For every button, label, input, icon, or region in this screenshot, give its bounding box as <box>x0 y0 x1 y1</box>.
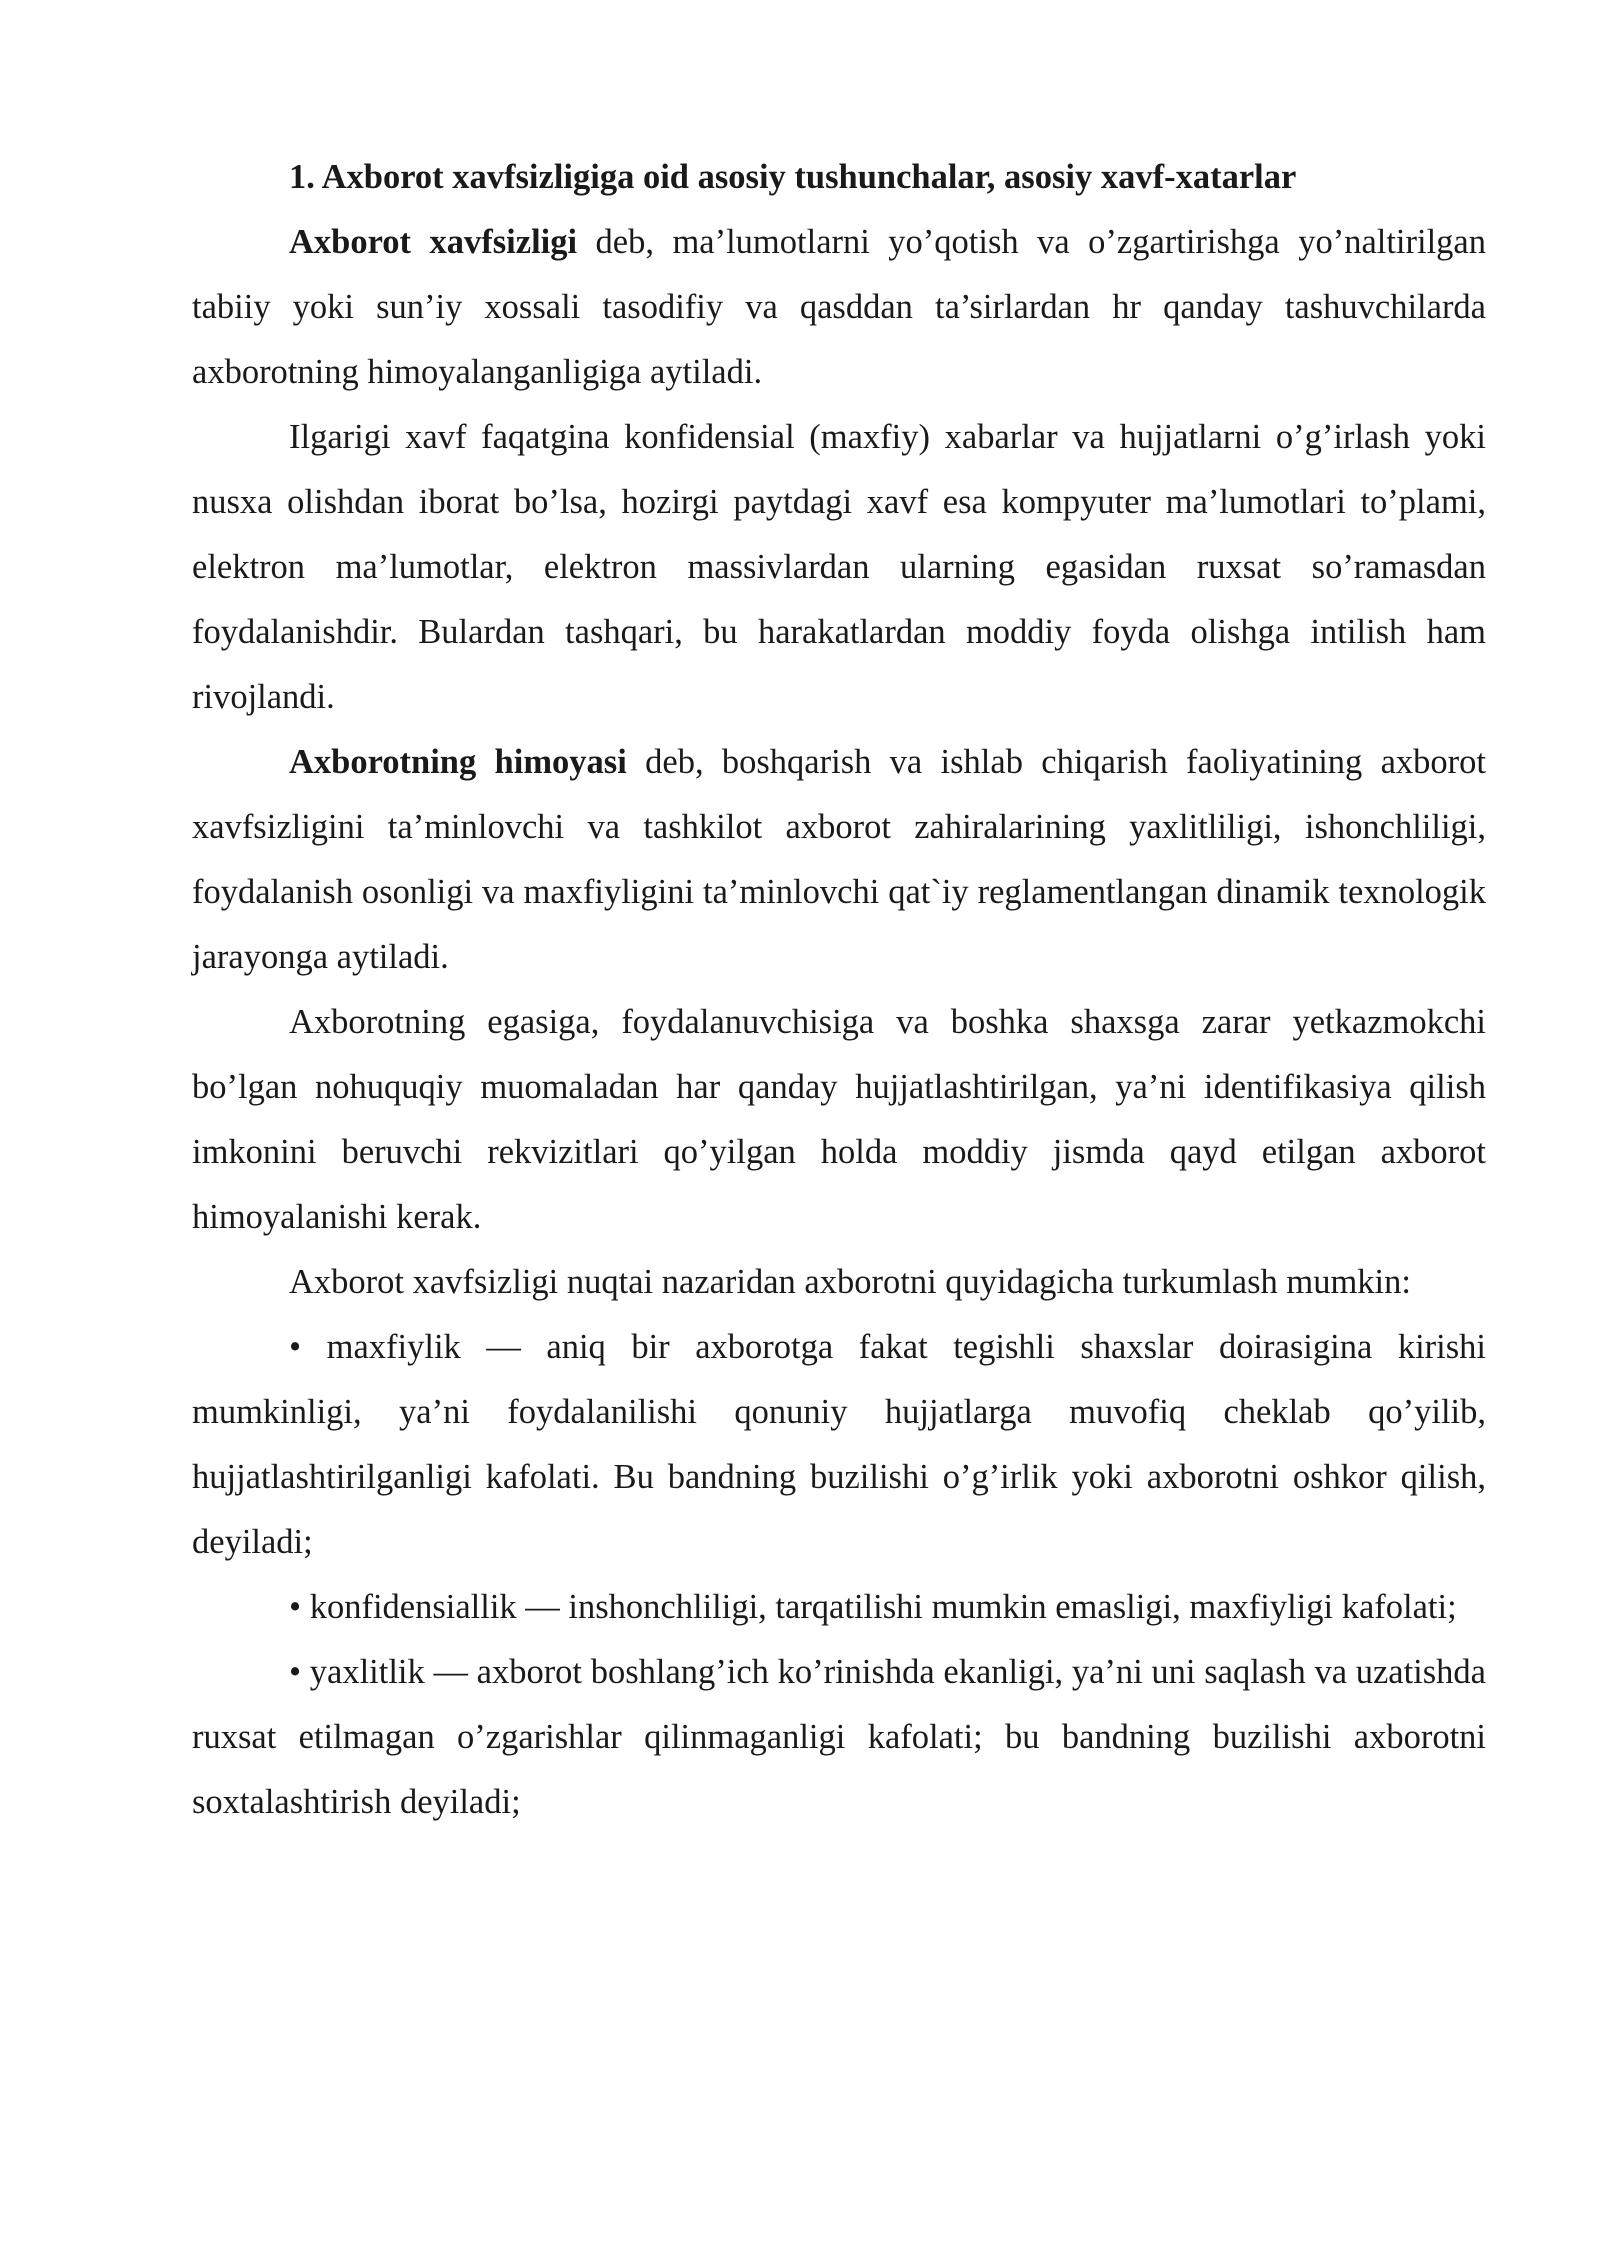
section-heading: 1. Axborot xavfsizligiga oid asosiy tushunchalar, asosiy xavf-xatarlar <box>289 158 1297 196</box>
bullet-item-maxfiylik: • maxfiylik — aniq bir axborotga fakat tegishli shaxslar doirasigina kirishi mumkinligi, ya’ni foydalanilishi qonuniy hujjatlarga muvofiq cheklab qo’yilib, hujjatlashtirilganligi kafolati. Bu bandning buzilishi o’g’irlik yoki axborotni oshkor qilish, deyiladi; <box>192 1328 1486 1561</box>
paragraph-definition-security <box>192 210 1486 405</box>
paragraph-classification-intro: Axborot xavfsizligi nuqtai nazaridan axborotni quyidagicha turkumlash mumkin: <box>289 1263 1411 1301</box>
bullet-item-konfidensiallik: • konfidensiallik — inshonchliligi, tarqatilishi mumkin emasligi, maxfiyligi kafolati; <box>289 1588 1457 1626</box>
paragraph-protection-requirement: Axborotning egasiga, foydalanuvchisiga va boshka shaxsga zarar yetkazmokchi bo’lgan nohuquqiy muomaladan har qanday hujjatlashtirilgan, ya’ni identifikasiya qilish imkonini beruvchi rekvizitlari qo’yilgan holda moddiy jismda qayd etilgan axborot himoyalanishi kerak. <box>192 1003 1486 1236</box>
bullet-item-yaxlitlik: • yaxlitlik — axborot boshlang’ich ko’rinishda ekanligi, ya’ni uni saqlash va uzatishda ruxsat etilmagan o’zgarishlar qilinmaganligi kafolati; bu bandning buzilishi axborotni soxtalashtirish deyiladi; <box>192 1653 1486 1821</box>
document-body <box>192 145 1486 1835</box>
paragraph-definition-protection <box>192 730 1486 990</box>
term-axborot-xavfsizligi: Axborot xavfsizligi <box>289 223 578 261</box>
paragraph-text: deb, boshqarish va ishlab chiqarish faoliyatining axborot xavfsizligini ta’minlovchi va tashkilot axborot zahiralarining yaxlitliligi, ishonchliligi, foydalanish osonligi va maxfiyligini ta’minlovchi qat`iy reglamentlangan dinamik texnologik jarayonga aytiladi. <box>192 743 1486 976</box>
term-axborotning-himoyasi: Axborotning himoyasi <box>289 743 627 781</box>
paragraph-text: deb, ma’lumotlarni yo’qotish va o’zgartirishga yo’naltirilgan tabiiy yoki sun’iy xossali tasodifiy va qasddan ta’sirlardan hr qanday tashuvchilarda axborotning himoyalanganligiga aytiladi. <box>192 223 1486 391</box>
paragraph-threats: Ilgarigi xavf faqatgina konfidensial (maxfiy) xabarlar va hujjatlarni o’g’irlash yoki nusxa olishdan iborat bo’lsa, hozirgi paytdagi xavf esa kompyuter ma’lumotlari to’plami, elektron ma’lumotlar, elektron massivlardan ularning egasidan ruxsat so’ramasdan foydalanishdir. Bulardan tashqari, bu harakatlardan moddiy foyda olishga intilish ham rivojlandi. <box>192 418 1486 716</box>
